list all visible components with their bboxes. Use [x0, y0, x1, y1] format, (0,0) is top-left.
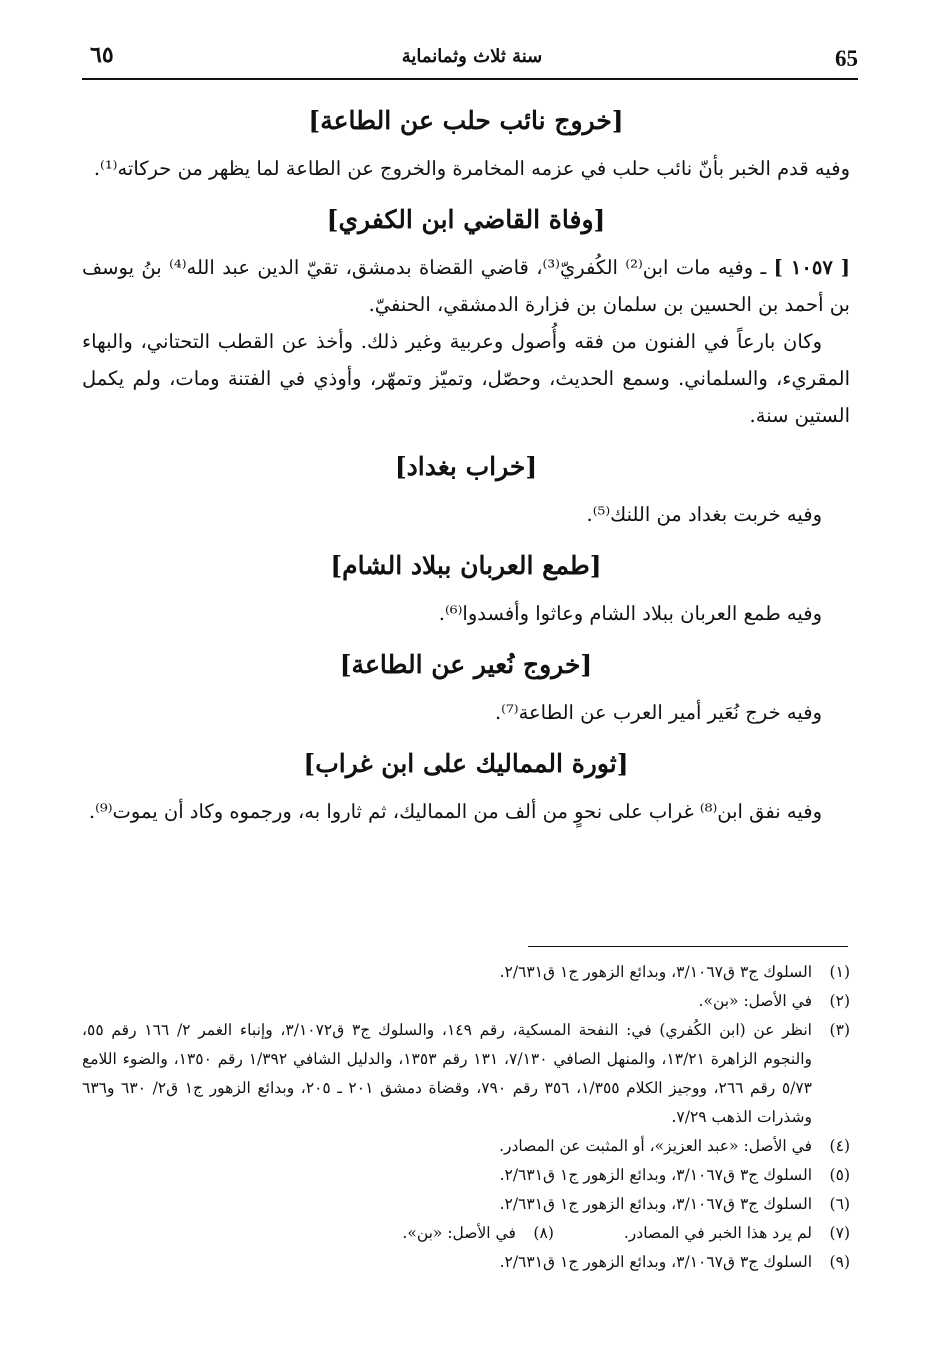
footnote-text: في الأصل: «عبد العزيز»، أو المثبت عن المصادر.	[499, 1137, 812, 1155]
section-heading: [وفاة القاضي ابن الكفري]	[326, 205, 606, 234]
footnote-text: لم يرد هذا الخبر في المصادر.	[623, 1224, 812, 1242]
paragraph-text: وفيه نفق ابن⁽⁸⁾ غراب على نحوٍ من ألف من المماليك، ثم ثاروا به، ورجموه وكاد أن يموت⁽⁹⁾.	[88, 800, 822, 823]
footnote-text: السلوك ج٣ ق٣/١٠٦٧، وبدائع الزهور ج١ ق٢/٦٣١.	[499, 1195, 812, 1213]
entry-number: [ ١٠٥٧ ]	[773, 256, 851, 279]
paragraph-text: وفيه خربت بغداد من اللنك⁽⁵⁾.	[586, 503, 822, 526]
paragraph-text: وكان بارعاً في الفنون من فقه وأُصول وعربية وغير ذلك. وأخذ عن القطب التحتاني، والبهاء المقريء، والسلماني. وسمع الحديث، وحصّل، وتميّز وتمهّر، وأوذي في الفتنة ومات، ولم يكمل الستين سنة.	[82, 330, 850, 427]
footnote-number: (١)	[829, 963, 850, 981]
footnote-text: انظر عن (ابن الكُفري) في: النفحة المسكية، رقم ١٤٩، والسلوك ج٣ ق٣/١٠٧٢، وإنباء الغمر ٢/ ١٦٦ رقم ٥٥، والنجوم الزاهرة ١٣/٢١، والمنهل الصافي ٧/١٣٠، ١٣١ رقم ١٣٥٣، والدليل الشافي ١/٣٩٢ رقم ١٣٥٠، والضوء اللامع ٥/٧٣ رقم ٢٦٦، ووجيز الكلام ١/٣٥٥، ٣٥٦ رقم ٧٩٠، وقضاة دمشق ٢٠١ ـ ٢٠٥، وبدائع الزهور ج١ ق٢/ ٦٣٠ و٦٣٦ وشذرات الذهب ٧/٢٩.	[82, 1021, 813, 1126]
footnote	[82, 1161, 850, 1190]
paragraph	[82, 496, 850, 533]
paragraph-text: ـ وفيه مات ابن⁽²⁾ الكُفريّ⁽³⁾، قاضي القضاة بدمشق، تقيّ الدين عبد الله⁽⁴⁾ بنُ يوسف بن أحمد بن الحسين بن سلمان بن فزارة الدمشقي، الحنفيّ.	[82, 256, 850, 316]
footnote-text: في الأصل: «بن».	[698, 992, 812, 1010]
footnote	[402, 1219, 553, 1248]
footnote	[82, 1132, 850, 1161]
footnote	[82, 1016, 850, 1132]
footnote-rule	[528, 946, 848, 947]
header-rule	[82, 78, 858, 80]
footnote	[82, 987, 850, 1016]
paragraph-text: وفيه قدم الخبر بأنّ نائب حلب في عزمه المخامرة والخروج عن الطاعة لما يظهر من حركاته⁽¹⁾.	[93, 157, 850, 180]
footnote-text: في الأصل: «بن».	[402, 1224, 516, 1242]
footnote-number: (٩)	[829, 1253, 850, 1271]
footnote	[624, 1219, 850, 1248]
section-heading: [خروج نائب حلب عن الطاعة]	[308, 106, 624, 135]
footnote-text: السلوك ج٣ ق٣/١٠٦٧، وبدائع الزهور ج١ ق٢/٦٣١.	[499, 963, 812, 981]
footnote-number: (٣)	[829, 1021, 850, 1039]
page-header	[82, 40, 862, 76]
paragraph	[82, 249, 850, 434]
page-number-latin: 65	[835, 46, 858, 71]
section-heading: [طمع العربان ببلاد الشام]	[330, 551, 602, 580]
footnote-number: (٨)	[533, 1224, 554, 1242]
running-title: سنة ثلاث وثمانماية	[401, 46, 543, 67]
footnote-number: (٤)	[829, 1137, 850, 1155]
footnote-text: السلوك ج٣ ق٣/١٠٦٧، وبدائع الزهور ج١ ق٢/٦٣١.	[499, 1253, 812, 1271]
footnote-number: (٢)	[829, 992, 850, 1010]
paragraph-text: وفيه خرج نُعَير أمير العرب عن الطاعة⁽⁷⁾.	[494, 701, 822, 724]
footnote	[82, 1248, 850, 1277]
footnote-row	[82, 1219, 850, 1248]
footnotes	[82, 958, 850, 1277]
paragraph-text: وفيه طمع العربان ببلاد الشام وعاثوا وأفسدوا⁽⁶⁾.	[438, 602, 822, 625]
paragraph	[82, 694, 850, 731]
section-heading: [خروج نُعير عن الطاعة]	[339, 650, 593, 679]
paragraph	[82, 793, 850, 830]
footnote-text: السلوك ج٣ ق٣/١٠٦٧، وبدائع الزهور ج١ ق٢/٦٣١.	[499, 1166, 812, 1184]
main-text	[82, 92, 850, 834]
paragraph	[82, 595, 850, 632]
footnote	[82, 958, 850, 987]
section-heading: [خراب بغداد]	[394, 452, 538, 481]
footnote-number: (٥)	[829, 1166, 850, 1184]
page-number-arabic: ٦٥	[90, 42, 114, 68]
section-heading: [ثورة المماليك على ابن غراب]	[303, 749, 629, 778]
footnote-number: (٧)	[829, 1224, 850, 1242]
footnote-number: (٦)	[829, 1195, 850, 1213]
paragraph	[82, 150, 850, 187]
footnote	[82, 1190, 850, 1219]
